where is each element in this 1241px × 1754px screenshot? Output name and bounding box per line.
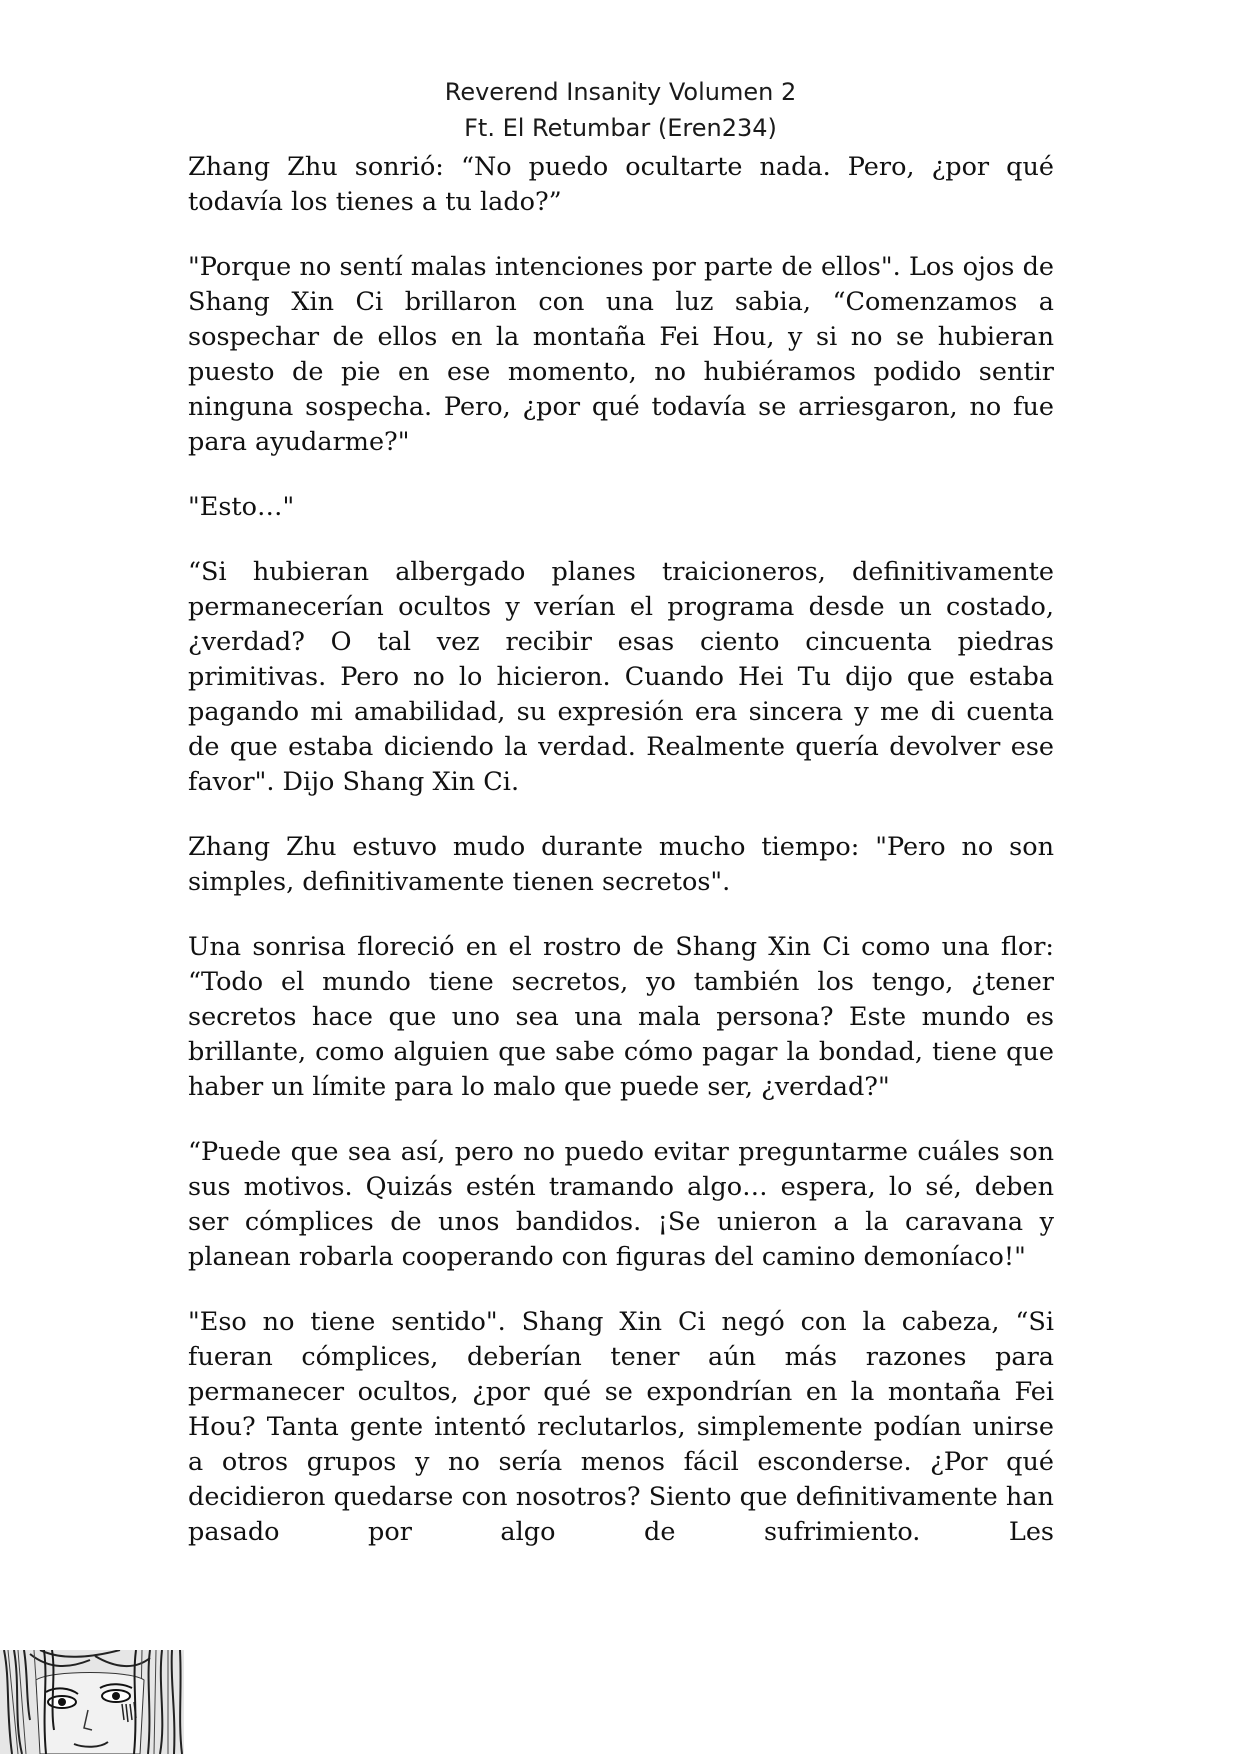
page-body: [188, 150, 1054, 1550]
paragraph: "Esto…": [188, 492, 295, 522]
paragraph: Zhang Zhu estuvo mudo durante mucho tiempo: "Pero no son simples, definitivamente tienen secretos".: [188, 832, 1054, 897]
paragraph: Una sonrisa floreció en el rostro de Shang Xin Ci como una flor: “Todo el mundo tiene secretos, yo también los tengo, ¿tener secretos hace que uno sea una mala persona? Este mundo es brillante, como alguien que sabe cómo pagar la bondad, tiene que haber un límite para lo malo que puede ser, ¿verdad?": [188, 932, 1054, 1102]
document-subtitle: Ft. El Retumbar (Eren234): [464, 114, 777, 142]
paragraph: Zhang Zhu sonrió: “No puedo ocultarte nada. Pero, ¿por qué todavía los tienes a tu lado?”: [188, 152, 1054, 217]
document-header: [0, 74, 1241, 146]
paragraph: “Puede que sea así, pero no puedo evitar preguntarme cuáles son sus motivos. Quizás estén tramando algo… espera, lo sé, deben ser cómplices de unos bandidos. ¡Se unieron a la caravana y planean robarla cooperando con figuras del camino demoníaco!": [188, 1137, 1054, 1272]
manga-portrait-icon: [0, 1650, 184, 1754]
paragraph: "Porque no sentí malas intenciones por parte de ellos". Los ojos de Shang Xin Ci brillaron con una luz sabia, “Comenzamos a sospechar de ellos en la montaña Fei Hou, y si no se hubieran puesto de pie en ese momento, no hubiéramos podido sentir ninguna sospecha. Pero, ¿por qué todavía se arriesgaron, no fue para ayudarme?": [188, 252, 1054, 457]
paragraph: “Si hubieran albergado planes traicioneros, definitivamente permanecerían ocultos y verían el programa desde un costado, ¿verdad? O tal vez recibir esas ciento cincuenta piedras primitivas. Pero no lo hicieron. Cuando Hei Tu dijo que estaba pagando mi amabilidad, su expresión era sincera y me di cuenta de que estaba diciendo la verdad. Realmente quería devolver ese favor". Dijo Shang Xin Ci.: [188, 557, 1054, 797]
document-title: Reverend Insanity Volumen 2: [444, 78, 797, 106]
paragraph: "Eso no tiene sentido". Shang Xin Ci negó con la cabeza, “Si fueran cómplices, deberían tener aún más razones para permanecer ocultos, ¿por qué se expondrían en la montaña Fei Hou? Tanta gente intentó reclutarlos, simplemente podían unirse a otros grupos y no sería menos fácil esconderse. ¿Por qué decidieron quedarse con nosotros? Siento que definitivamente han pasado por algo de sufrimiento. Les: [188, 1307, 1054, 1547]
